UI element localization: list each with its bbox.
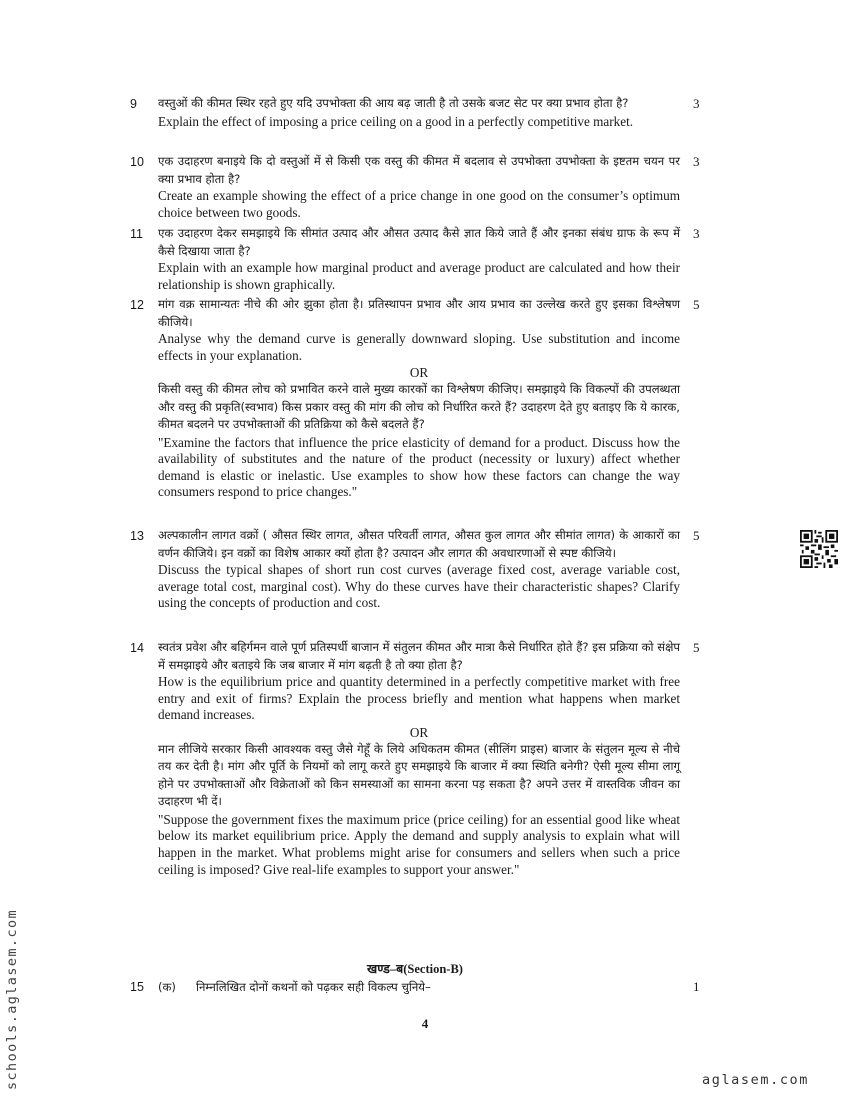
question-marks: 5 xyxy=(693,297,700,312)
question-marks: 5 xyxy=(693,640,700,655)
question-number: 15 xyxy=(130,980,144,994)
question-sub-label: (क) xyxy=(158,980,176,994)
question-text-english: Create an example showing the effect of a price change in one good on the consumer’s optimum choice between two goods. xyxy=(158,188,680,220)
question-body xyxy=(158,95,680,130)
question-text-english-alternative: "Examine the factors that influence the price elasticity of demand for a product. Discuss how the availability of substitutes and the nature of the product (necessity or luxury) affect whether demand is elastic or inelastic. Use examples to show how these factors can change the way consumers respond to price changes." xyxy=(158,434,680,500)
question-text-english: Explain with an example how marginal product and average product are calculated and how their relationship is shown graphically. xyxy=(158,260,680,292)
question-number: 10 xyxy=(130,155,144,169)
question-text-english: Analyse why the demand curve is generally downward sloping. Use substitution and income effects in your explanation. xyxy=(158,331,680,363)
watermark-bottom: aglasem.com xyxy=(702,1072,810,1088)
question-text-hindi: वस्तुओं की कीमत स्थिर रहते हुए यदि उपभोक्ता की आय बढ़ जाती है तो उसके बजट सेट पर क्या प्रभाव होता है? xyxy=(158,96,629,110)
question-text-hindi: एक उदाहरण बनाइये कि दो वस्तुओं में से किसी एक वस्तु की कीमत में बदलाव से उपभोक्ता उपभोक्ता के इष्टतम चयन पर क्या प्रभाव होता है? xyxy=(158,154,680,186)
question-text-english: Explain the effect of imposing a price ceiling on a good in a perfectly competitive market. xyxy=(158,113,634,129)
question-text-hindi-alternative: किसी वस्तु की कीमत लोच को प्रभावित करने वाले मुख्य कारकों का विश्लेषण कीजिए। समझाइये कि विकल्पों की उपलब्धता और वस्तु की प्रकृति(स्वभाव) किस प्रकार वस्तु की मांग की लोच को निर्धारित करते हैं? उदाहरण देते हुए बताइए कि ये कारक, कीमत बदलने पर उपभोक्ताओं की प्रतिक्रिया को कैसे बदलते हैं? xyxy=(158,382,680,432)
question-text-english-alternative: "Suppose the government fixes the maximum price (price ceiling) for an essential good like wheat below its market equilibrium price. Apply the demand and supply analysis to explain what will happen in the market. What problems might arise for consumers and sellers when such a price ceiling is imposed? Give real-life examples to support your answer." xyxy=(158,811,680,877)
question-text-hindi: अल्पकालीन लागत वक्रों ( औसत स्थिर लागत, औसत परिवर्ती लागत, औसत कुल लागत और सीमांत लागत) के आकारों का वर्णन कीजिये। इन वक्रों का विशेष आकार क्यों होता है? उत्पादन और लागत की अवधारणाओं से स्पष्ट कीजिये। xyxy=(158,528,680,560)
question-body xyxy=(158,639,680,878)
question-marks: 5 xyxy=(693,528,700,543)
question-body xyxy=(158,527,680,612)
question-body xyxy=(158,296,680,501)
section-heading: खण्ड–ब(Section-B) xyxy=(367,962,463,976)
watermark-side: schools.aglasem.com xyxy=(4,908,20,1090)
question-marks: 3 xyxy=(693,96,700,111)
question-text-english: How is the equilibrium price and quantity determined in a perfectly competitive market with free entry and exit of firms? Explain the process briefly and mention what happens when market demand increases. xyxy=(158,674,680,723)
question-text-hindi-alternative: मान लीजिये सरकार किसी आवश्यक वस्तु जैसे गेहूँ के लिये अधिकतम कीमत (सीलिंग प्राइस) बाजार के संतुलन मूल्य से नीचे तय कर देती है। मांग और पूर्ति के नियमों को लागू करते हुए समझाइये कि बाजार में क्या स्थिति बनेगी? ऐसी मूल्य सीमा लागू होने पर उपभोक्ताओं और विक्रेताओं को किन समस्याओं का सामना करना पड़ सकता है? अपने उत्तर में वास्तविक जीवन का उदाहरण भी दें। xyxy=(158,741,680,809)
question-number: 13 xyxy=(130,529,144,543)
question-marks: 3 xyxy=(693,226,700,241)
question-marks: 1 xyxy=(693,979,700,994)
question-text-hindi: स्वतंत्र प्रवेश और बहिर्गमन वाले पूर्ण प्रतिस्पर्धी बाजान में संतुलन कीमत और मात्रा कैसे निर्धारित होते हैं? इस प्रक्रिया को संक्षेप में समझाइये और बताइये कि जब बाजार में मांग बढ़ती है तो क्या होता है? xyxy=(158,640,680,672)
question-text-hindi: निम्नलिखित दोनों कथनों को पढ़कर सही विकल्प चुनिये– xyxy=(196,980,431,994)
page-number: 4 xyxy=(421,1016,429,1031)
question-text-english: Discuss the typical shapes of short run cost curves (average fixed cost, average variable cost, average total cost, marginal cost). Why do these curves have their characteristic shapes? Clarify using the concepts of production and cost. xyxy=(158,562,680,611)
question-marks: 3 xyxy=(693,154,700,169)
qr-code-icon xyxy=(800,530,838,568)
question-text-hindi: एक उदाहरण देकर समझाइये कि सीमांत उत्पाद और औसत उत्पाद कैसे ज्ञात किये जाते हैं और इनका संबंध ग्राफ के रूप में कैसे दिखाया जाता है? xyxy=(158,226,680,258)
or-divider: OR xyxy=(409,365,429,381)
or-divider: OR xyxy=(409,724,429,740)
question-number: 11 xyxy=(130,227,143,241)
question-body xyxy=(158,153,680,221)
question-number: 12 xyxy=(130,298,144,312)
question-number: 14 xyxy=(130,641,144,655)
question-number: 9 xyxy=(130,97,137,111)
question-text-hindi: मांग वक्र सामान्यतः नीचे की ओर झुका होता है। प्रतिस्थापन प्रभाव और आय प्रभाव का उल्लेख करते हुए इसका विश्लेषण कीजिये। xyxy=(158,297,680,329)
question-body xyxy=(158,225,680,293)
